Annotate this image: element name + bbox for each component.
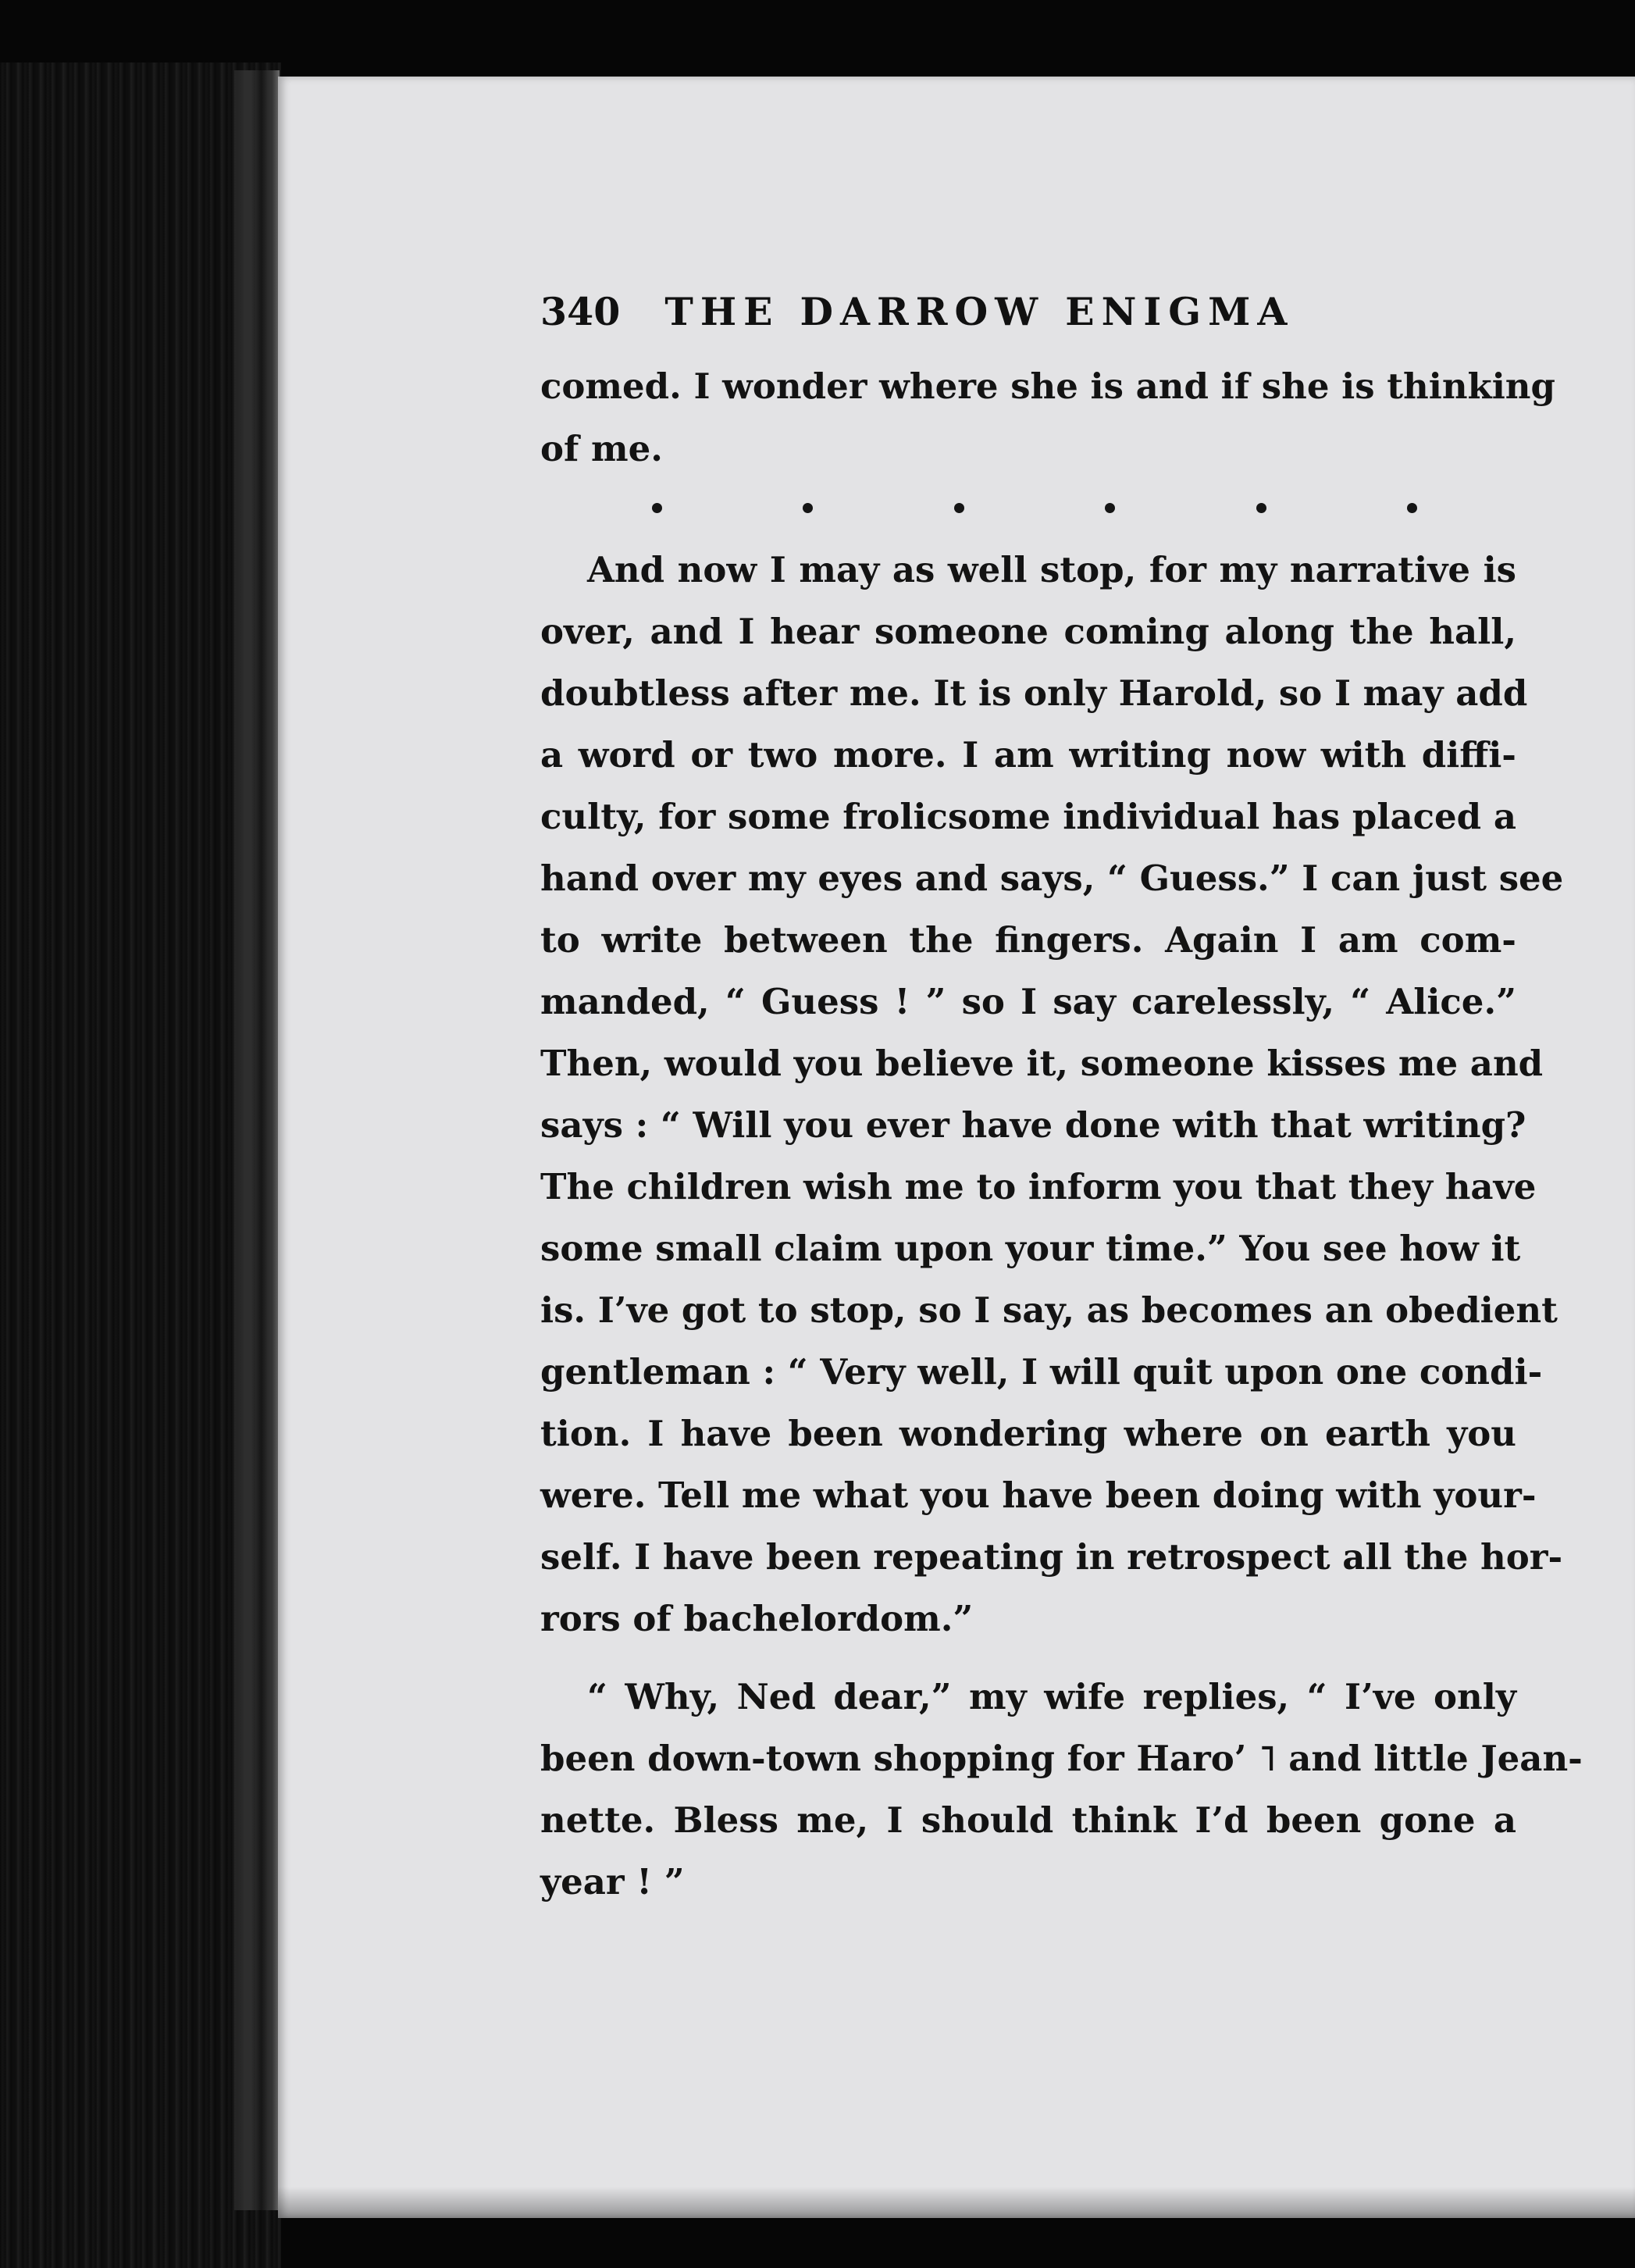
text-line: The children wish me to inform you that they have (540, 1166, 1537, 1207)
text-line: gentleman : “ Very well, I will quit upon one condi- (540, 1351, 1543, 1393)
separator-dot (652, 503, 662, 513)
text-line: rors of bachelordom.” (540, 1598, 974, 1639)
text-line: Then, would you believe it, someone kisses me and (540, 1043, 1544, 1084)
text-line: And now I may as well stop, for my narrative is (587, 549, 1516, 590)
text-line: been down-town shopping for Haro’ ˥ and little Jean- (540, 1738, 1583, 1779)
separator-dot (1105, 503, 1115, 513)
text-line: manded, “ Guess ! ” so I say carelessly, “ Alice.” (540, 981, 1516, 1022)
text-line: hand over my eyes and says, “ Guess.” I can just see (540, 858, 1564, 899)
separator-dot (1256, 503, 1266, 513)
separator-dot (803, 503, 813, 513)
text-line: over, and I hear someone coming along the hall, (540, 611, 1516, 652)
text-line: comed. I wonder where she is and if she is thinking (540, 366, 1555, 407)
text-line: a word or two more. I am writing now with diffi- (540, 734, 1516, 776)
text-line: “ Why, Ned dear,” my wife replies, “ I’ve only (587, 1676, 1516, 1717)
text-line: were. Tell me what you have been doing with your- (540, 1475, 1537, 1516)
separator-dot (954, 503, 964, 513)
book-title: THE DARROW ENIGMA (664, 289, 1295, 334)
text-line: is. I’ve got to stop, so I say, as becomes an obedient (540, 1289, 1558, 1331)
text-line: nette. Bless me, I should think I’d been gone a (540, 1799, 1516, 1841)
running-head (540, 289, 1516, 344)
page-edge-shadow (234, 70, 280, 2210)
text-line: culty, for some frolicsome individual has placed a (540, 796, 1516, 837)
text-line: self. I have been repeating in retrospect all the hor- (540, 1536, 1563, 1578)
text-line: doubtless after me. It is only Harold, so I may add (540, 672, 1528, 714)
text-line: to write between the fingers. Again I am com- (540, 919, 1516, 961)
section-separator (652, 492, 1417, 523)
page-bottom-shadow (278, 2187, 1635, 2218)
page-number: 340 (540, 289, 621, 334)
text-line: some small claim upon your time.” You see how it (540, 1228, 1521, 1269)
text-line: of me. (540, 428, 663, 469)
text-line: tion. I have been wondering where on earth you (540, 1413, 1516, 1454)
text-line: year ! ” (540, 1861, 685, 1902)
separator-dot (1407, 503, 1417, 513)
text-line: says : “ Will you ever have done with that writing? (540, 1104, 1526, 1146)
